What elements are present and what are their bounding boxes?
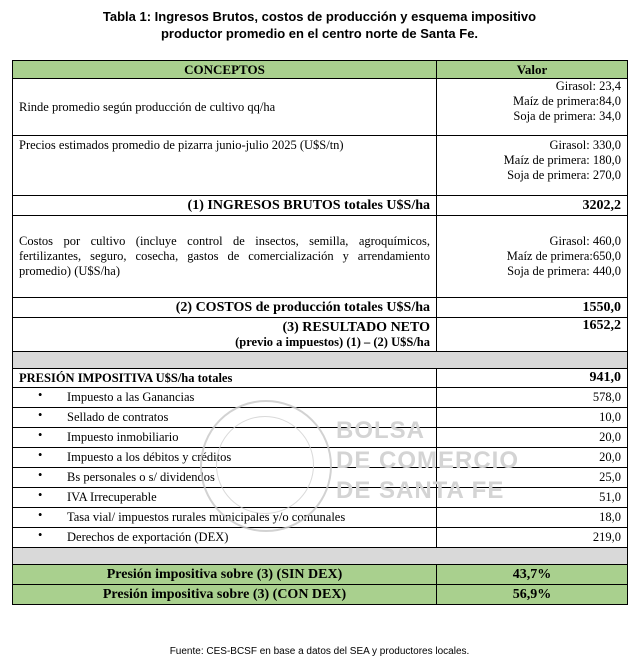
rinde-label: Rinde promedio según producción de cultivo qq/ha bbox=[13, 79, 437, 136]
tax-label: Bs personales o s/ dividendos bbox=[67, 470, 215, 484]
tax-row bbox=[13, 488, 628, 508]
tax-row bbox=[13, 388, 628, 408]
tax-row bbox=[13, 428, 628, 448]
tax-label: IVA Irrecuperable bbox=[67, 490, 157, 504]
tax-row bbox=[13, 508, 628, 528]
row-ingresos bbox=[13, 196, 628, 216]
tax-value: 10,0 bbox=[437, 408, 628, 428]
tax-table bbox=[12, 60, 628, 605]
costos-cultivo-values bbox=[437, 216, 628, 298]
watermark-line2: DE COMERCIO bbox=[336, 447, 520, 474]
row-presion bbox=[13, 369, 628, 388]
resultado-label-line1: (3) RESULTADO NETO bbox=[282, 319, 430, 335]
tax-label: Impuesto a las Ganancias bbox=[67, 390, 195, 404]
presion-label: PRESIÓN IMPOSITIVA U$S/ha totales bbox=[13, 369, 437, 388]
tax-row bbox=[13, 528, 628, 548]
table-title-line1: Tabla 1: Ingresos Brutos, costos de producción y esquema impositivo bbox=[102, 9, 537, 24]
spacer-row-2 bbox=[13, 548, 628, 565]
rinde-girasol: Girasol: 23,4 bbox=[555, 79, 621, 93]
costos-label: (2) COSTOS de producción totales U$S/ha bbox=[13, 298, 437, 318]
table-title-line2: productor promedio en el centro norte de Santa Fe. bbox=[160, 26, 479, 41]
costos-maiz: Maíz de primera:650,0 bbox=[506, 249, 621, 263]
row-resultado bbox=[13, 318, 628, 352]
row-costos-cultivo bbox=[13, 216, 628, 298]
tax-label: Impuesto a los débitos y créditos bbox=[67, 450, 232, 464]
tax-label: Impuesto inmobiliario bbox=[67, 430, 179, 444]
header-value: Valor bbox=[437, 61, 628, 79]
bullet-icon: • bbox=[38, 508, 43, 522]
bullet-icon: • bbox=[38, 388, 43, 402]
tax-row bbox=[13, 408, 628, 428]
costos-soja: Soja de primera: 440,0 bbox=[507, 264, 621, 278]
tax-value: 20,0 bbox=[437, 448, 628, 468]
row-costos bbox=[13, 298, 628, 318]
header-concepts: CONCEPTOS bbox=[13, 61, 437, 79]
bullet-icon: • bbox=[38, 528, 43, 542]
tax-value: 20,0 bbox=[437, 428, 628, 448]
tax-label: Derechos de exportación (DEX) bbox=[67, 530, 229, 544]
header-row bbox=[13, 61, 628, 79]
precios-values bbox=[437, 136, 628, 196]
precios-soja: Soja de primera: 270,0 bbox=[507, 168, 621, 182]
tax-value: 219,0 bbox=[437, 528, 628, 548]
tax-label: Tasa vial/ impuestos rurales municipales y/o comunales bbox=[67, 510, 346, 524]
tax-row bbox=[13, 448, 628, 468]
row-sin-dex bbox=[13, 565, 628, 585]
precios-maiz: Maíz de primera: 180,0 bbox=[503, 153, 621, 167]
tax-value: 51,0 bbox=[437, 488, 628, 508]
costos-girasol: Girasol: 460,0 bbox=[549, 234, 621, 248]
con-dex-label: Presión impositiva sobre (3) (CON DEX) bbox=[13, 585, 437, 605]
costos-value: 1550,0 bbox=[437, 298, 628, 318]
resultado-label bbox=[13, 318, 437, 352]
tax-value: 578,0 bbox=[437, 388, 628, 408]
presion-value: 941,0 bbox=[437, 369, 628, 388]
watermark-line3: DE SANTA FE bbox=[336, 477, 505, 504]
spacer-row-1 bbox=[13, 352, 628, 369]
precios-label: Precios estimados promedio de pizarra junio-julio 2025 (U$S/tn) bbox=[13, 136, 437, 196]
tax-label: Sellado de contratos bbox=[67, 410, 169, 424]
resultado-value: 1652,2 bbox=[437, 318, 628, 352]
con-dex-value: 56,9% bbox=[437, 585, 628, 605]
ingresos-value: 3202,2 bbox=[437, 196, 628, 216]
ingresos-label: (1) INGRESOS BRUTOS totales U$S/ha bbox=[13, 196, 437, 216]
row-precios bbox=[13, 136, 628, 196]
bullet-icon: • bbox=[38, 468, 43, 482]
bullet-icon: • bbox=[38, 408, 43, 422]
bullet-icon: • bbox=[38, 448, 43, 462]
table-title bbox=[0, 8, 639, 42]
costos-cultivo-label: Costos por cultivo (incluye control de insectos, semilla, agroquímicos, fertilizantes, seguro, cosecha, gastos de comercialización y arrendamiento promedio) (U$S/ha) bbox=[13, 216, 437, 298]
sin-dex-value: 43,7% bbox=[437, 565, 628, 585]
rinde-values bbox=[437, 79, 628, 136]
watermark-line1: BOLSA bbox=[336, 417, 425, 444]
source-footer: Fuente: CES-BCSF en base a datos del SEA y productores locales. bbox=[169, 646, 470, 657]
precios-girasol: Girasol: 330,0 bbox=[549, 138, 621, 152]
bullet-icon: • bbox=[38, 428, 43, 442]
tax-value: 25,0 bbox=[437, 468, 628, 488]
row-rinde bbox=[13, 79, 628, 136]
tax-row bbox=[13, 468, 628, 488]
bullet-icon: • bbox=[38, 488, 43, 502]
row-con-dex bbox=[13, 585, 628, 605]
rinde-soja: Soja de primera: 34,0 bbox=[513, 109, 621, 123]
resultado-label-line2: (previo a impuestos) (1) – (2) U$S/ha bbox=[235, 334, 430, 349]
sin-dex-label: Presión impositiva sobre (3) (SIN DEX) bbox=[13, 565, 437, 585]
tax-value: 18,0 bbox=[437, 508, 628, 528]
rinde-maiz: Maíz de primera:84,0 bbox=[513, 94, 621, 108]
